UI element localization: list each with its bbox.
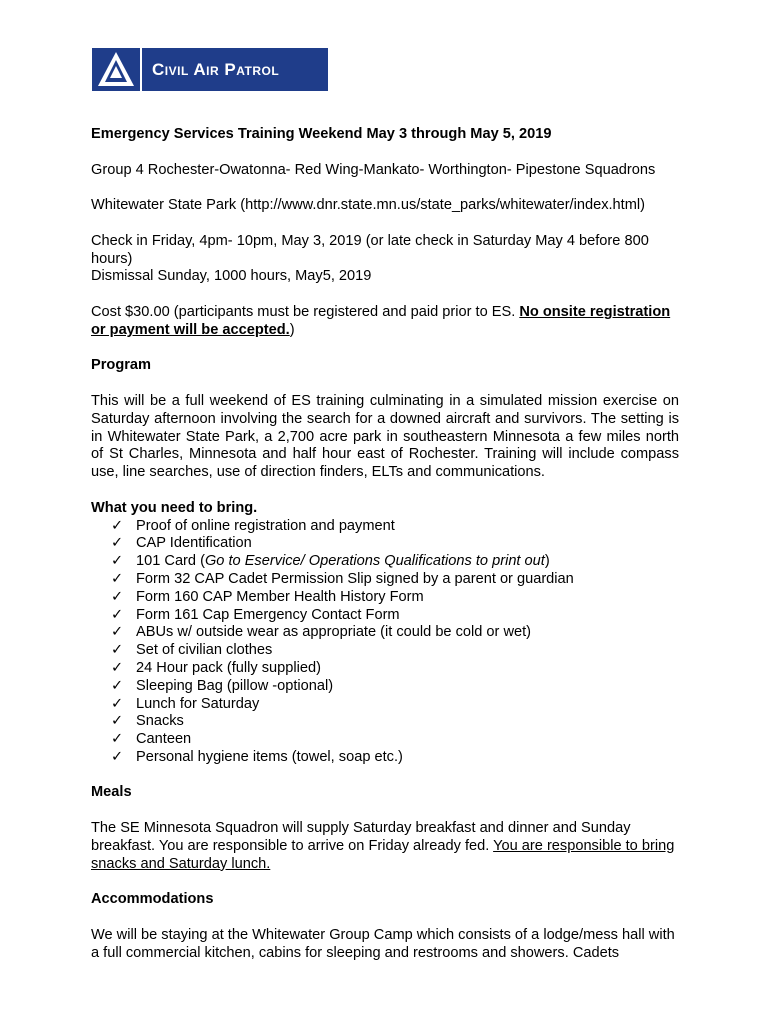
list-item: ✓ 24 Hour pack (fully supplied) — [111, 659, 321, 676]
dismissal-line: Dismissal Sunday, 1000 hours, May5, 2019 — [91, 268, 372, 285]
checkmark-icon: ✓ — [111, 553, 124, 570]
checkmark-icon: ✓ — [111, 659, 124, 676]
list-item: ✓ Snacks — [111, 713, 184, 730]
list-item: ✓ Sleeping Bag (pillow -optional) — [111, 677, 334, 694]
program-body: This will be a full weekend of ES training culminating in a simulated mission exercise on Saturday afternoon involving the search for a downed aircraft and survivors. The setting is in Whitewater State Park, a 2,700 acre park in southeastern Minnesota a few miles north of St Charles, Minnesota and half hour east of Rochester. Training will include compass use, line searches, use of direction finders, ELTs and communications. — [91, 392, 679, 481]
list-item: ✓ Form 160 CAP Member Health History Form — [111, 588, 424, 605]
list-item: ✓ ABUs w/ outside wear as appropriate (it could be cold or wet) — [111, 624, 532, 641]
program-heading: Program — [91, 357, 152, 374]
cost-emphasis: No onsite registration or payment will be accepted. — [91, 303, 671, 338]
meals-body: The SE Minnesota Squadron will supply Saturday breakfast and dinner and Sunday breakfast. You are responsible to arrive on Friday already fed. You are responsible to bring snacks and Saturday lunch. — [91, 820, 675, 872]
logo-text: Civil Air Patrol — [142, 48, 328, 91]
checkmark-icon: ✓ — [111, 517, 124, 534]
checkmark-icon: ✓ — [111, 731, 124, 748]
checkmark-icon: ✓ — [111, 570, 124, 587]
list-item: ✓ Proof of online registration and payment — [111, 517, 395, 534]
list-item: ✓ Lunch for Saturday — [111, 695, 260, 712]
checkmark-icon: ✓ — [111, 713, 124, 730]
civil-air-patrol-logo — [92, 48, 328, 91]
checkmark-icon: ✓ — [111, 624, 124, 641]
checkmark-icon: ✓ — [111, 588, 124, 605]
checkmark-icon: ✓ — [111, 695, 124, 712]
checkmark-icon: ✓ — [111, 677, 124, 694]
list-item: ✓ Form 32 CAP Cadet Permission Slip signed by a parent or guardian — [111, 570, 574, 587]
accommodations-body: We will be staying at the Whitewater Group Camp which consists of a lodge/mess hall with a full commercial kitchen, cabins for sleeping and restrooms and showers. Cadets — [91, 926, 675, 961]
checkin-line: Check in Friday, 4pm- 10pm, May 3, 2019 (or late check in Saturday May 4 before 800 hours) — [91, 232, 649, 267]
document-title: Emergency Services Training Weekend May 3 through May 5, 2019 — [91, 126, 552, 142]
cost-paragraph — [91, 304, 679, 340]
bring-list — [91, 518, 679, 767]
checkmark-icon: ✓ — [111, 606, 124, 623]
list-item: ✓ Canteen — [111, 731, 192, 748]
checkmark-icon: ✓ — [111, 748, 124, 765]
list-item: ✓ Personal hygiene items (towel, soap etc.) — [111, 748, 403, 765]
list-item: ✓ CAP Identification — [111, 535, 252, 552]
accommodations-heading: Accommodations — [91, 891, 214, 908]
checkmark-icon: ✓ — [111, 642, 124, 659]
document-body — [91, 126, 679, 980]
location-line: Whitewater State Park (http://www.dnr.state.mn.us/state_parks/whitewater/index.html) — [91, 197, 645, 214]
cost-text: Cost $30.00 (participants must be registered and paid prior to ES. — [91, 303, 520, 320]
cap-emblem-icon — [92, 48, 142, 91]
list-item: ✓ Set of civilian clothes — [111, 642, 273, 659]
group-line: Group 4 Rochester-Owatonna- Red Wing-Mankato- Worthington- Pipestone Squadrons — [91, 161, 656, 178]
meals-underlined: You are responsible to bring snacks and Saturday lunch. — [91, 837, 675, 872]
checkmark-icon: ✓ — [111, 535, 124, 552]
list-item: ✓ 101 Card (Go to Eservice/ Operations Qualifications to print out) — [111, 553, 550, 570]
bring-heading: What you need to bring. — [91, 499, 258, 516]
cost-close: ) — [289, 321, 295, 338]
meals-heading: Meals — [91, 784, 132, 801]
list-item: ✓ Form 161 Cap Emergency Contact Form — [111, 606, 400, 623]
